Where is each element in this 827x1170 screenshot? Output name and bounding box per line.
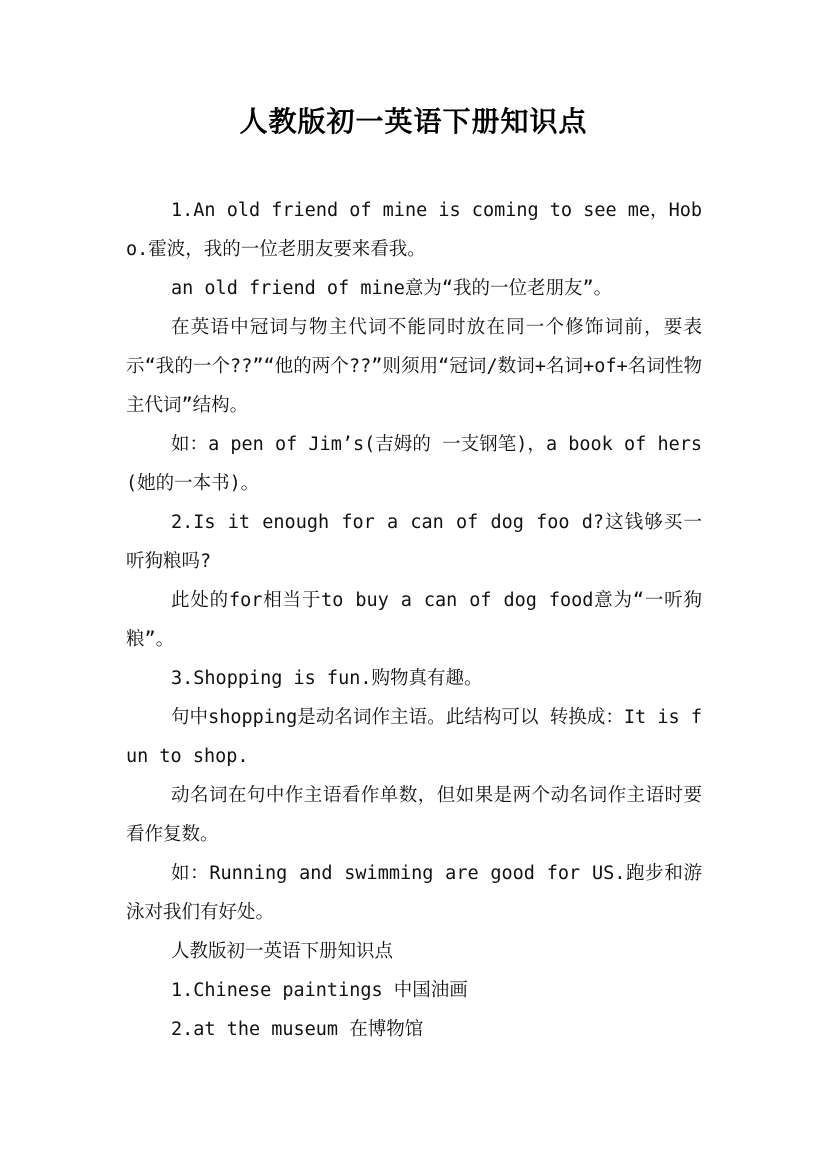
paragraph-6: 此处的for相当于to buy a can of dog food意为“一听狗粮”。 xyxy=(126,590,702,650)
paragraph-8: 句中shopping是动名词作主语。此结构可以 转换成：It is fun to shop. xyxy=(126,707,702,767)
paragraph-3: 在英语中冠词与物主代词不能同时放在同一个修饰词前，要表示“我的一个??”“他的两个??”则须用“冠词/数词+名词+of+名词性物主代词”结构。 xyxy=(126,317,702,416)
paragraph-5: 2.Is it enough for a can of dog foo d?这钱够买一听狗粮吗? xyxy=(126,512,702,572)
paragraph-1: 1.An old friend of mine is coming to see me，Hobo.霍波，我的一位老朋友要来看我。 xyxy=(126,200,702,260)
paragraph-13: 2.at the museum 在博物馆 xyxy=(171,1019,424,1040)
paragraph-10: 如：Running and swimming are good for US.跑步和游泳对我们有好处。 xyxy=(126,863,702,923)
document-title: 人教版初一英语下册知识点 xyxy=(239,105,588,138)
document-body xyxy=(126,191,702,1049)
paragraph-11: 人教版初一英语下册知识点 xyxy=(171,941,394,962)
paragraph-12: 1.Chinese paintings 中国油画 xyxy=(171,980,468,1001)
paragraph-2: an old friend of mine意为“我的一位老朋友”。 xyxy=(171,278,613,299)
paragraph-9: 动名词在句中作主语看作单数，但如果是两个动名词作主语时要看作复数。 xyxy=(126,785,702,845)
paragraph-4: 如：a pen of Jim’s(吉姆的 一支钢笔)，a book of hers(她的一本书)。 xyxy=(126,434,702,494)
paragraph-7: 3.Shopping is fun.购物真有趣。 xyxy=(171,668,483,689)
